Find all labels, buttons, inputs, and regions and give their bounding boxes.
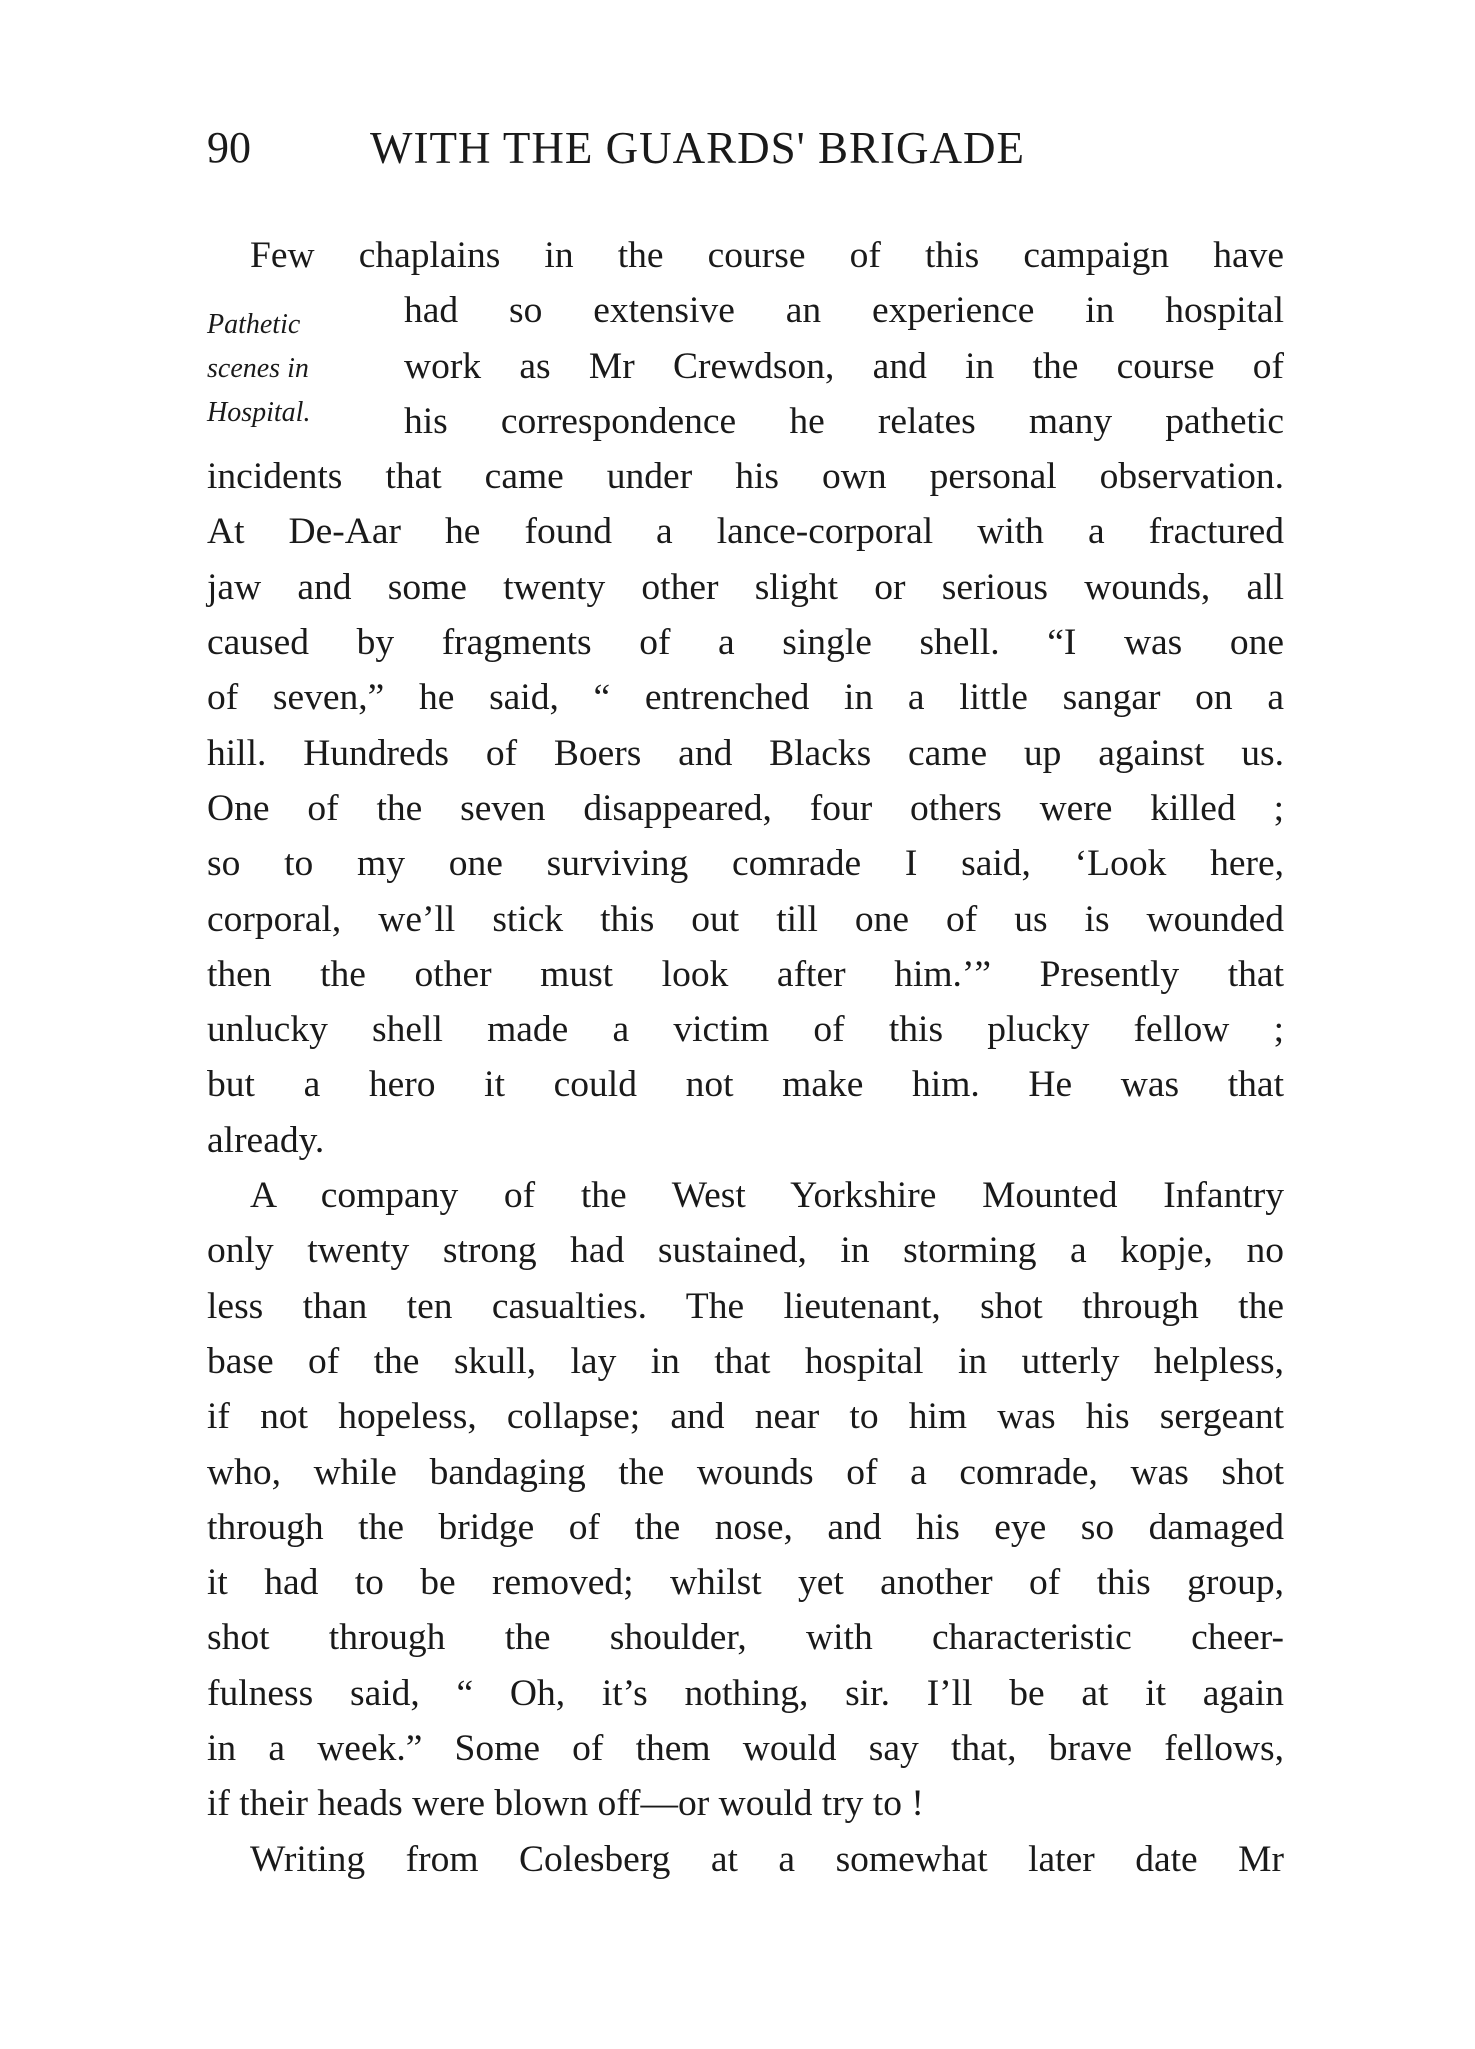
text-line: had so extensive an experience in hospital [404,290,1284,332]
text-line: in a week.” Some of them would say that, brave fellows, [207,1728,1284,1770]
text-line: At De-Aar he found a lance-corporal with a fractured [207,511,1284,553]
text-line: incidents that came under his own personal observation. [207,456,1284,498]
margin-note-line: Hospital. [207,397,311,428]
text-line: unlucky shell made a victim of this plucky fellow ; [207,1009,1284,1051]
text-line: shot through the shoulder, with characteristic cheer- [207,1617,1284,1659]
text-line: then the other must look after him.’” Presently that [207,953,1284,995]
text-line: of seven,” he said, “ entrenched in a little sangar on a [207,677,1284,719]
margin-note-line: Pathetic [207,309,301,340]
text-line: already. [207,1119,325,1161]
text-line: fulness said, “ Oh, it’s nothing, sir. I’ll be at it again [207,1672,1284,1714]
text-line: jaw and some twenty other slight or serious wounds, all [207,566,1284,608]
text-line: caused by fragments of a single shell. “I was one [207,622,1284,664]
text-line: but a hero it could not make him. He was that [207,1064,1284,1106]
text-line: less than ten casualties. The lieutenant, shot through the [207,1285,1284,1327]
paragraph [207,1168,1284,1832]
text-line: his correspondence he relates many pathetic [404,400,1284,442]
text-line: One of the seven disappeared, four others were killed ; [207,787,1284,829]
text-line: if their heads were blown off—or would try to ! [207,1783,924,1825]
text-line: so to my one surviving comrade I said, ‘Look here, [207,843,1284,885]
paragraph [207,1832,1284,1887]
paragraph [207,228,1284,1168]
text-line: if not hopeless, collapse; and near to him was his sergeant [207,1396,1284,1438]
text-line: only twenty strong had sustained, in storming a kopje, no [207,1230,1284,1272]
text-line: A company of the West Yorkshire Mounted Infantry [250,1175,1284,1217]
margin-note-line: scenes in [207,353,309,384]
text-line: base of the skull, lay in that hospital in utterly helpless, [207,1340,1284,1382]
text-line: through the bridge of the nose, and his eye so damaged [207,1506,1284,1548]
running-title: WITH THE GUARDS' BRIGADE [370,123,1025,173]
text-line: who, while bandaging the wounds of a comrade, was shot [207,1451,1284,1493]
text-line: Writing from Colesberg at a somewhat later date Mr [250,1838,1284,1880]
text-line: corporal, we’ll stick this out till one of us is wounded [207,898,1284,940]
text-line: Few chaplains in the course of this campaign have [250,235,1284,276]
page-number: 90 [207,123,251,172]
body-text [207,228,1284,1887]
text-line: hill. Hundreds of Boers and Blacks came up against us. [207,732,1284,774]
text-line: it had to be removed; whilst yet another of this group, [207,1562,1284,1604]
text-line: work as Mr Crewdson, and in the course of [404,345,1284,387]
page-header [207,122,1284,182]
